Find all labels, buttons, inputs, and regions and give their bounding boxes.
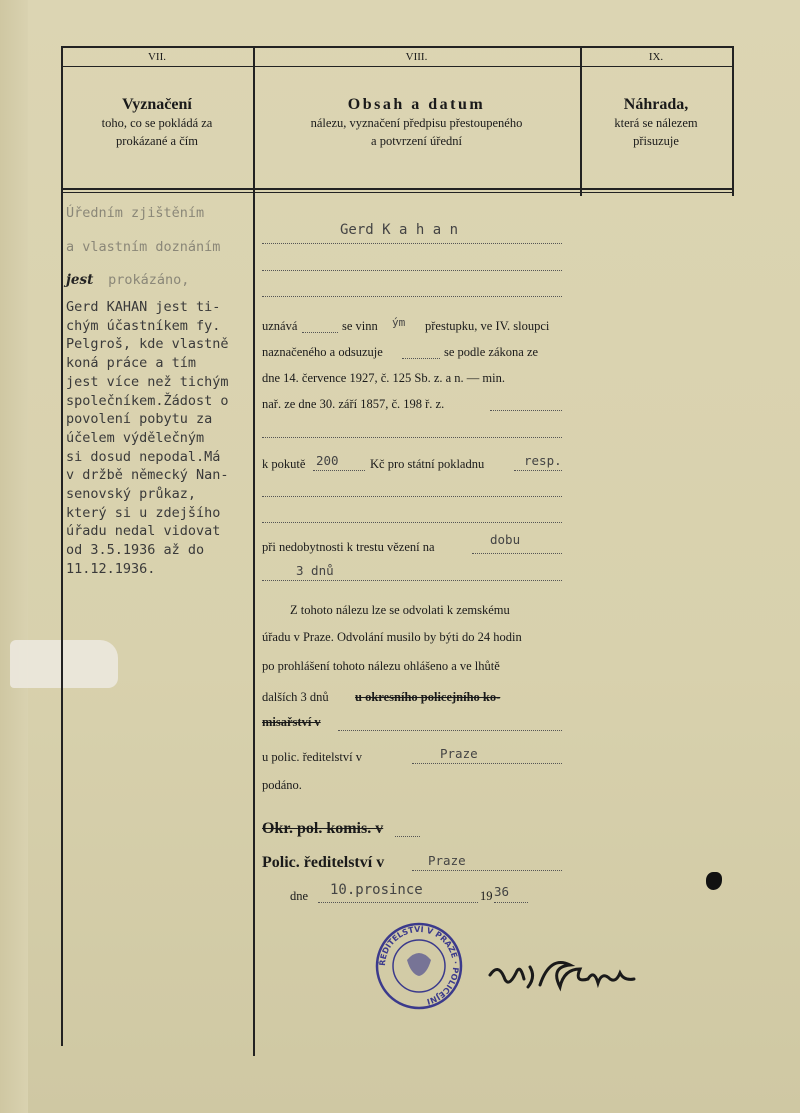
- k-pokute-label: k pokutě: [262, 457, 306, 471]
- table-top-border: [61, 46, 734, 48]
- handwritten-signature: [480, 945, 680, 1005]
- polic-dots: [412, 870, 562, 871]
- column-ix-subtitle-1: která se nálezem: [614, 116, 698, 130]
- dne-label: dne: [290, 889, 309, 903]
- column-viii-subtitle-1: nálezu, vyznačení předpisu přestoupeného: [310, 116, 523, 130]
- resp-dots: [514, 470, 562, 471]
- column-border-vii-viii: [253, 46, 255, 1056]
- name-line: [262, 243, 562, 244]
- date-fill: 10.prosince: [330, 882, 423, 898]
- okr-pol-komis: Okr. pol. komis. v: [262, 820, 384, 837]
- blank-line-4: [262, 496, 562, 497]
- appeal-struck-1: u okresního policejního ko-: [355, 690, 501, 704]
- torn-paper-patch: [10, 640, 118, 688]
- u-polic-label: u polic. ředitelství v: [262, 750, 362, 764]
- vinn-fill: ým: [392, 316, 406, 329]
- appeal-text-2: úřadu v Praze. Odvolání musilo by býti do 24 hodin: [262, 630, 522, 644]
- column-viii-subtitle-2: a potvrzení úřední: [371, 134, 462, 148]
- signature-stroke: [490, 963, 634, 988]
- law-dots: [490, 410, 562, 411]
- se-podle-label: se podle zákona ze: [444, 345, 539, 359]
- left-findings-text: Gerd KAHAN jest ti- chým účastníkem fy. Pelgroš, kde vlastně koná práce a tím jest více než tichým společníkem.Žádost o povolení pobytu za účelem výdělečným si dosud nepodal.Má v držbě německý Nan- senovský průkaz, který si u zdejšího úřadu nedal vidovat od 3.5.1936 až do 11.12.1936.: [66, 299, 229, 577]
- okr-dots: [395, 836, 420, 837]
- column-vii-number: VII.: [147, 51, 167, 63]
- dobu-fill: dobu: [490, 532, 521, 547]
- header-double-border: [61, 192, 734, 193]
- stamp-lion-emblem: [407, 953, 431, 976]
- polic-reditelstvi: Polic. ředitelství v: [262, 854, 385, 871]
- blank-line-5: [262, 522, 562, 523]
- podano-label: podáno.: [262, 778, 302, 792]
- column-viii-title: Obsah a datum: [347, 96, 486, 113]
- polic-fill: Praze: [428, 853, 466, 868]
- left-line-3-handwritten: jest: [66, 272, 94, 288]
- imprisonment-dots: [472, 553, 562, 554]
- odsuzuje-dots: [402, 358, 440, 359]
- days-line: [262, 580, 562, 581]
- column-ix-title: Náhrada,: [623, 96, 689, 113]
- kc-label: Kč pro státní pokladnu: [370, 457, 485, 471]
- u-polic-dots: [412, 763, 562, 764]
- fine-amount: 200: [316, 453, 339, 468]
- page-edge: [0, 0, 28, 1113]
- naznaceneho-label: naznačeného a odsuzuje: [262, 345, 383, 359]
- date-dots: [318, 902, 478, 903]
- column-viii-header: [253, 96, 580, 150]
- column-ix-header: [580, 96, 732, 150]
- header-bottom-border: [61, 188, 734, 190]
- police-stamp: [373, 920, 465, 1012]
- column-vii-subtitle-2: prokázané a čím: [116, 134, 198, 148]
- column-vii-subtitle-1: toho, co se pokládá za: [101, 116, 213, 130]
- law-reference-1: dne 14. července 1927, č. 125 Sb. z. a n. — min.: [262, 371, 505, 385]
- roman-row-border: [61, 66, 734, 67]
- uznava-dots: [302, 332, 338, 333]
- appeal-dots: [338, 730, 562, 731]
- u-polic-fill: Praze: [440, 746, 478, 761]
- prestupku-label: přestupku, ve IV. sloupci: [425, 319, 550, 333]
- se-vinn-label: se vinn: [342, 319, 378, 333]
- days-fill: 3 dnů: [296, 563, 334, 578]
- column-border-left: [61, 46, 63, 1046]
- column-vii-title: Vyznačení: [122, 96, 192, 113]
- resp-fill: resp.: [524, 453, 562, 468]
- stamp-text: ŘEDITELSTVÍ V PRAZE · POLICEJNÍ: [377, 924, 461, 1006]
- fine-dots: [313, 470, 365, 471]
- year-fill: 36: [494, 884, 510, 899]
- column-viii-number: VIII.: [405, 51, 428, 63]
- year-prefix: 19: [480, 889, 493, 903]
- blank-line-1: [262, 270, 562, 271]
- column-ix-subtitle-2: přisuzuje: [633, 134, 679, 148]
- law-reference-2: nař. ze dne 30. září 1857, č. 198 ř. z.: [262, 397, 445, 411]
- uznava-label: uznává: [262, 319, 298, 333]
- left-line-2: a vlastním doznáním: [66, 239, 221, 255]
- imprisonment-label: při nedobytnosti k trestu vězení na: [262, 540, 435, 554]
- left-line-1: Úředním zjištěním: [66, 205, 205, 221]
- blank-line-3: [262, 437, 562, 438]
- year-dots: [494, 902, 528, 903]
- column-border-right: [732, 46, 734, 196]
- appeal-text-1: Z tohoto nálezu lze se odvolati k zemskému: [290, 603, 510, 617]
- column-ix-number: IX.: [648, 51, 664, 63]
- appeal-text-3: po prohlášení tohoto nálezu ohlášeno a ve lhůtě: [262, 659, 500, 673]
- left-line-3: prokázáno,: [100, 272, 190, 288]
- column-vii-header: [61, 96, 253, 150]
- appeal-text-4: dalších 3 dnů: [262, 690, 329, 704]
- appeal-struck-2: misařství v: [262, 715, 321, 729]
- blank-line-2: [262, 296, 562, 297]
- defendant-name: Gerd K a h a n: [340, 222, 459, 238]
